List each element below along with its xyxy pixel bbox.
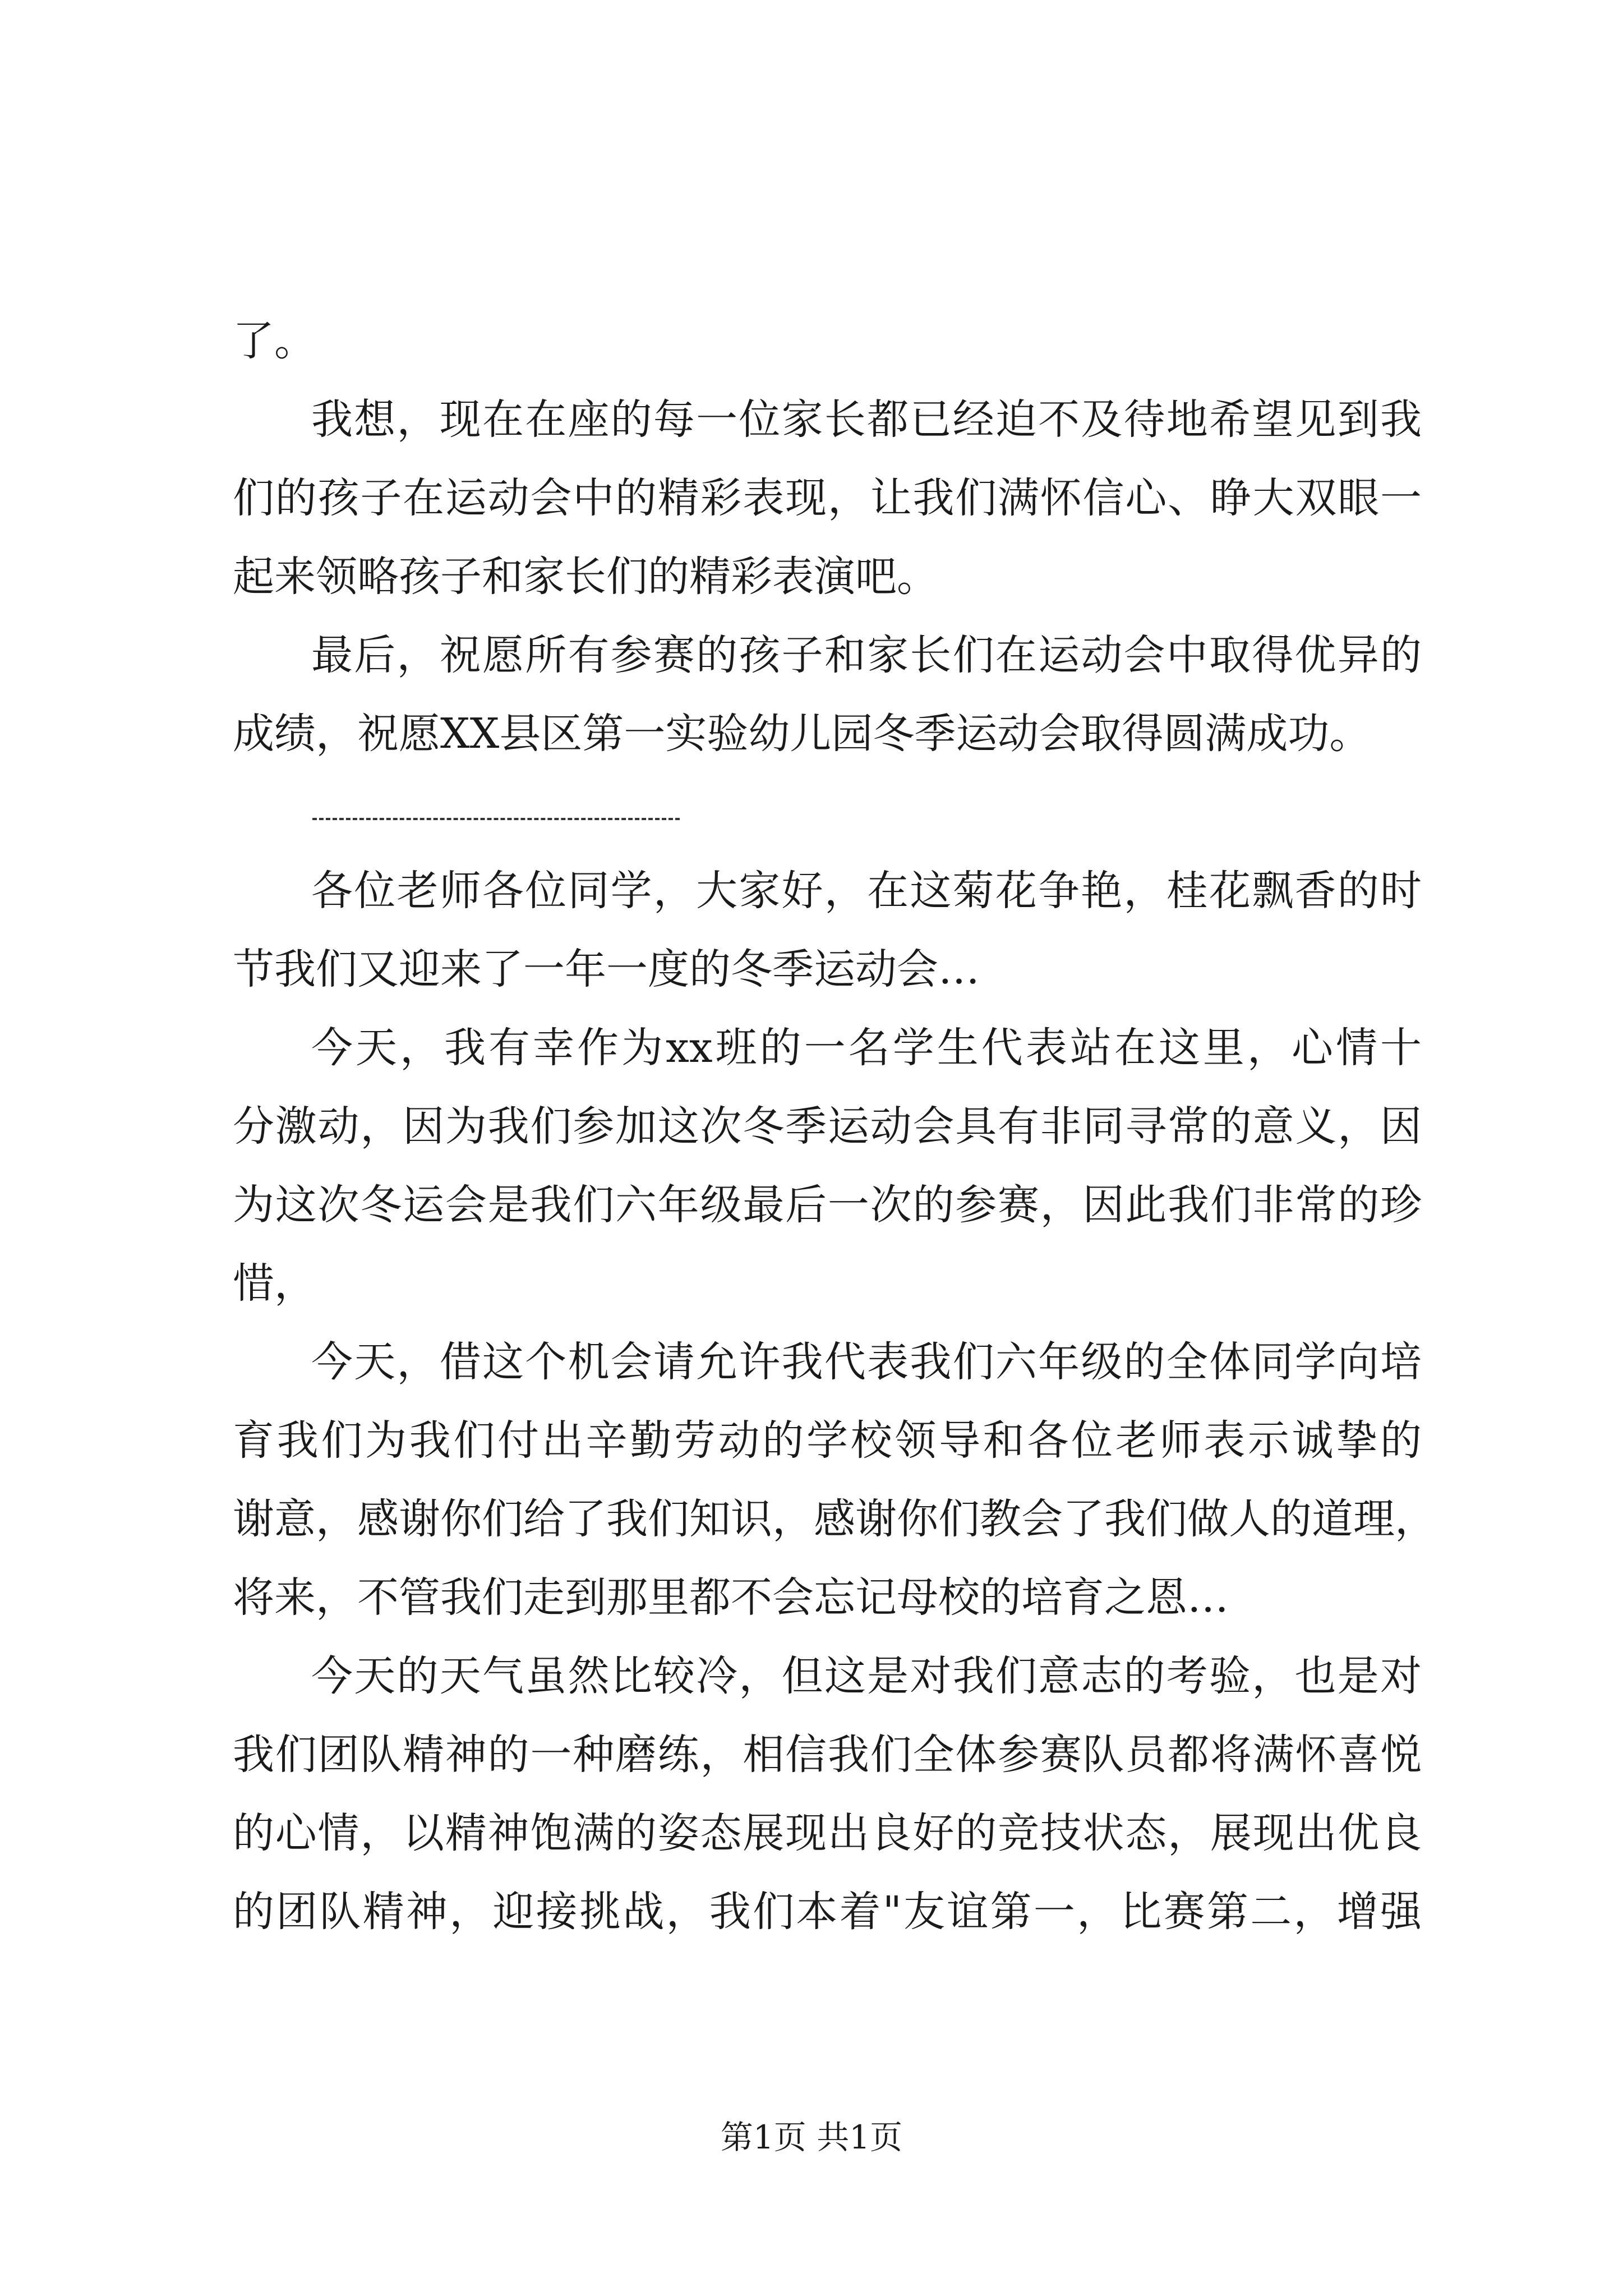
page-footer: 第1页 共1页 bbox=[720, 2118, 903, 2156]
paragraph-line: 将来，不管我们走到那里都不会忘记母校的培育之恩… bbox=[233, 1573, 1229, 1622]
paragraph-line: 惜， bbox=[233, 1259, 316, 1308]
paragraph-line: 们的孩子在运动会中的精彩表现，让我们满怀信心、睁大双眼一 bbox=[233, 474, 1422, 522]
paragraph-line: 分激动，因为我们参加这次冬季运动会具有非同寻常的意义，因 bbox=[233, 1102, 1422, 1151]
section-separator bbox=[233, 773, 1422, 852]
paragraph-first-line: 各位老师各位同学，大家好，在这菊花争艳，桂花飘香的时 bbox=[311, 867, 1422, 915]
paragraph-first-line: 我想，现在在座的每一位家长都已经迫不及待地希望见到我 bbox=[311, 395, 1422, 444]
paragraph-line: 的团队精神，迎接挑战，我们本着"友谊第一，比赛第二，增强 bbox=[233, 1888, 1422, 1936]
dashed-rule bbox=[312, 818, 680, 820]
paragraph-line: 的心情，以精神饱满的姿态展现出良好的竞技状态，展现出优良 bbox=[233, 1809, 1422, 1857]
paragraph-first-line: 今天，我有幸作为xx班的一名学生代表站在这里，心情十 bbox=[311, 1024, 1422, 1072]
paragraph-first-line: 最后，祝愿所有参赛的孩子和家长们在运动会中取得优异的 bbox=[311, 631, 1422, 679]
paragraph-line: 我们团队精神的一种磨练，相信我们全体参赛队员都将满怀喜悦 bbox=[233, 1731, 1422, 1779]
paragraph-first-line: 今天的天气虽然比较冷，但这是对我们意志的考验，也是对 bbox=[311, 1652, 1422, 1700]
document-body bbox=[233, 302, 1436, 1951]
paragraph-line: 育我们为我们付出辛勤劳动的学校领导和各位老师表示诚挚的 bbox=[233, 1416, 1422, 1465]
paragraph-line: 谢意，感谢你们给了我们知识，感谢你们教会了我们做人的道理， bbox=[233, 1495, 1436, 1543]
paragraph-line: 起来领略孩子和家长们的精彩表演吧。 bbox=[233, 553, 938, 601]
paragraph-line: 成绩，祝愿XX县区第一实验幼儿园冬季运动会取得圆满成功。 bbox=[233, 710, 1371, 758]
paragraph-first-line: 今天，借这个机会请允许我代表我们六年级的全体同学向培 bbox=[311, 1338, 1422, 1386]
paragraph-line: 节我们又迎来了一年一度的冬季运动会… bbox=[233, 945, 980, 993]
paragraph-line: 为这次冬运会是我们六年级最后一次的参赛，因此我们非常的珍 bbox=[233, 1181, 1422, 1229]
paragraph-line: 了。 bbox=[233, 317, 316, 365]
